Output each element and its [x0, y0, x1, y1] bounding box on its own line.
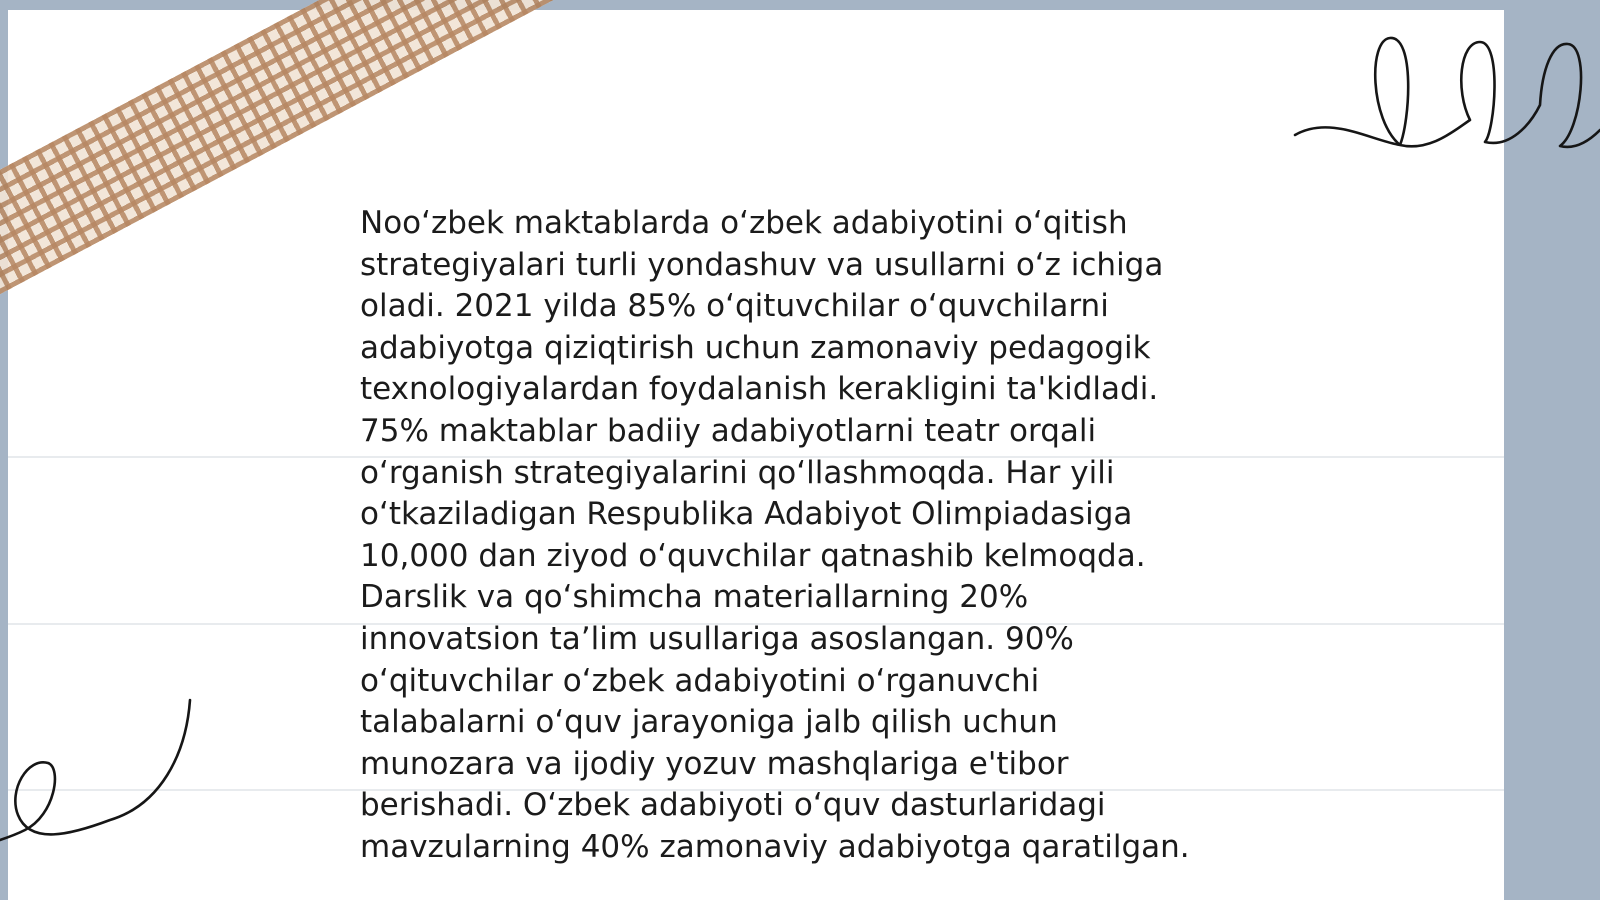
swirl-scribble-icon	[0, 695, 200, 850]
body-text: Nooʻzbek maktablarda oʻzbek adabiyotini oʻqitish strategiyalari turli yondashuv va usullarni oʻz ichiga oladi. 2021 yilda 85% oʻqituvchilar oʻquvchilarni adabiyotga qiziqtirish uchun zamonaviy pedagogik texnologiyalardan foydalanish kerakligini ta'kidladi. 75% maktablar badiiy adabiyotlarni teatr orqali oʻrganish strategiyalarini qoʻllashmoqda. Har yili oʻtkaziladigan Respublika Adabiyot Olimpiadasiga 10,000 dan ziyod oʻquvchilar qatnashib kelmoqda. Darslik va qoʻshimcha materiallarning 20% innovatsion ta’lim usullariga asoslangan. 90% oʻqituvchilar oʻzbek adabiyotini oʻrganuvchi talabalarni oʻquv jarayoniga jalb qilish uchun munozara va ijodiy yozuv mashqlariga e'tibor berishadi. Oʻzbek adabiyoti oʻquv dasturlaridagi mavzularning 40% zamonaviy adabiyotga qaratilgan.	[360, 205, 1190, 865]
loop-scribble-icon	[1290, 30, 1600, 170]
